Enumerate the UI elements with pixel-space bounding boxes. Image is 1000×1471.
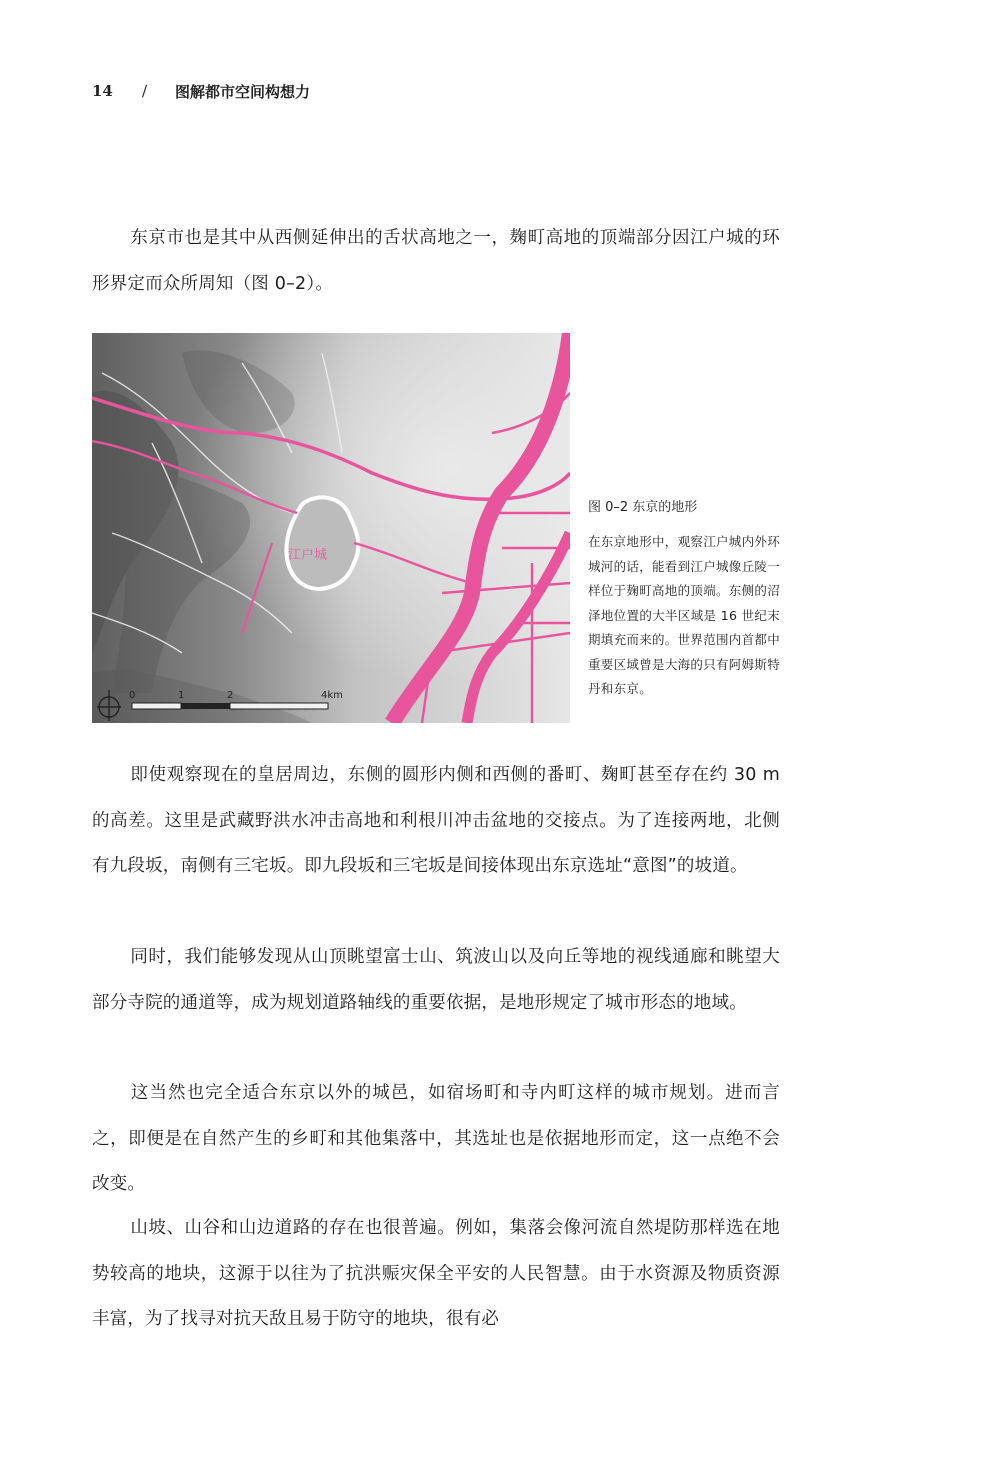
scale-tick-2: 2: [227, 690, 234, 701]
header-separator: /: [142, 82, 148, 100]
paragraph-4: [92, 1071, 780, 1208]
figure-caption-body: 在东京地形中，观察江户城内外环城河的话，能看到江户城像丘陵一样位于麹町高地的顶端。东侧的沼泽地位置的大半区域是 16 世纪末期填充而来的。世界范围内首都中重要区域曾是大海的只有阿姆斯特丹和东京。: [588, 534, 781, 696]
edo-castle-label: 江户城: [288, 548, 328, 563]
paragraph-2: [92, 753, 780, 890]
paragraph-1-text: 东京市也是其中从西侧延伸出的舌状高地之一，麹町高地的顶端部分因江户城的环形界定而众所周知（图 0–2）。: [92, 228, 780, 294]
page-number: 14: [92, 82, 113, 100]
paragraph-5: [92, 1206, 780, 1343]
edo-castle-moat: [286, 498, 358, 589]
paragraph-3-text: 同时，我们能够发现从山顶眺望富士山、筑波山以及向丘等地的视线通廊和眺望大部分寺院的通道等，成为规划道路轴线的重要依据，是地形规定了城市形态的地域。: [92, 947, 780, 1013]
running-header: [92, 80, 310, 102]
paragraph-3: [92, 935, 780, 1026]
book-title: 图解都市空间构想力: [175, 82, 311, 101]
terrain-map: [92, 333, 570, 723]
scale-tick-4km: 4km: [321, 690, 343, 701]
figure-caption-title: 图 0–2 东京的地形: [588, 500, 698, 515]
paragraph-4-text: 这当然也完全适合东京以外的城邑，如宿场町和寺内町这样的城市规划。进而言之，即便是在自然产生的乡町和其他集落中，其选址也是依据地形而定，这一点绝不会改变。: [92, 1083, 780, 1194]
scale-tick-0: 0: [129, 690, 136, 701]
paragraph-2-text: 即使观察现在的皇居周边，东侧的圆形内侧和西侧的番町、麹町甚至存在约 30 m 的高差。这里是武藏野洪水冲击高地和利根川冲击盆地的交接点。为了连接两地，北侧有九段坂，南侧有三宅坂。即九段坂和三宅坂是间接体现出东京选址“意图”的坡道。: [92, 765, 780, 876]
paragraph-1: [92, 216, 780, 307]
figure-caption: [588, 498, 780, 702]
paragraph-5-text: 山坡、山谷和山边道路的存在也很普遍。例如，集落会像河流自然堤防那样选在地势较高的地块，这源于以往为了抗洪赈灾保全平安的人民智慧。由于水资源及物质资源丰富，为了找寻对抗天敌且易于防守的地块，很有必: [92, 1218, 780, 1329]
terrain-map-figure: [92, 333, 570, 723]
scale-tick-1: 1: [178, 690, 185, 701]
